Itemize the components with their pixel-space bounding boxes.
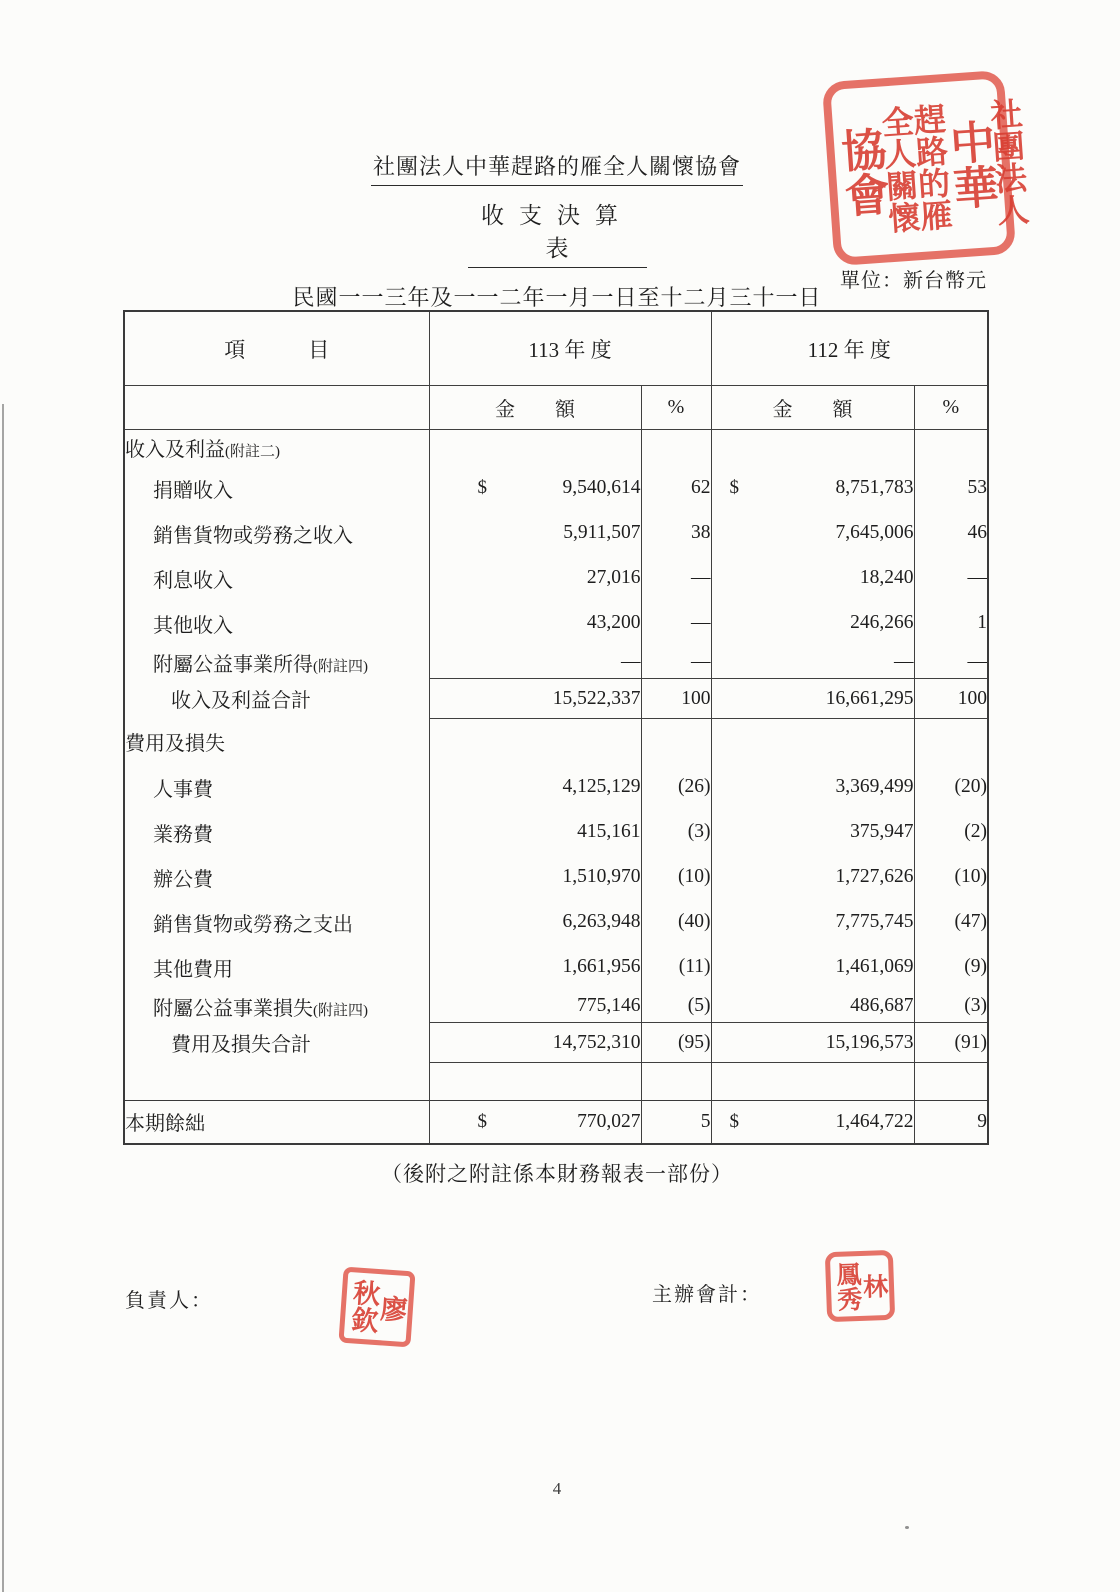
header-amount-112: 金 額 [711, 386, 914, 430]
percent-113 [641, 430, 711, 466]
amount-value: 1,661,956 [562, 956, 641, 977]
amount-value: 415,161 [577, 821, 641, 842]
table-row [124, 1101, 988, 1144]
header-percent-112: % [914, 386, 988, 430]
organization-seal-text [833, 84, 1031, 253]
amount-value: 775,146 [577, 994, 641, 1016]
amount-value: 18,240 [859, 567, 914, 588]
amount-value: 6,263,948 [562, 911, 641, 932]
amount-113 [429, 1023, 641, 1063]
currency-symbol: $ [729, 1110, 740, 1132]
row-label-cell [124, 765, 429, 810]
currency-symbol: $ [477, 1110, 487, 1132]
percent-113: 5 [641, 1101, 711, 1144]
header-item: 項 目 [124, 311, 429, 386]
row-label: 利息收入 [153, 569, 233, 592]
row-label: 人事費 [153, 778, 213, 801]
amount-value: 43,200 [586, 612, 641, 633]
currency-symbol: $ [477, 477, 487, 498]
row-label-cell [124, 601, 429, 646]
percent-112 [914, 1063, 988, 1101]
header-year-113: 113 年 度 [429, 311, 711, 386]
table-header [124, 311, 988, 430]
page-number: 4 [552, 1479, 562, 1498]
amount-112 [711, 466, 914, 511]
amount-value: 1,510,970 [562, 866, 641, 887]
amount-value: 15,196,573 [825, 1031, 914, 1053]
table-row [124, 466, 988, 511]
row-label-cell [124, 1063, 429, 1101]
amount-113 [429, 511, 641, 556]
amount-value: 486,687 [850, 994, 914, 1016]
percent-112: — [914, 556, 988, 601]
table-header-row-years [124, 311, 988, 386]
amount-112 [711, 855, 914, 900]
amount-113 [429, 679, 641, 719]
table-row [124, 990, 988, 1023]
row-label-cell [124, 900, 429, 945]
percent-113: (40) [641, 900, 711, 945]
amount-value: — [894, 650, 914, 672]
percent-113: 62 [641, 466, 711, 511]
row-note: (附註四) [313, 658, 368, 675]
percent-113: — [641, 556, 711, 601]
amount-112 [711, 1063, 914, 1101]
amount-113 [429, 430, 641, 466]
amount-113 [429, 1101, 641, 1144]
table-row [124, 679, 988, 719]
table-row [124, 945, 988, 990]
row-label-cell [124, 990, 429, 1023]
header-item-blank [124, 386, 429, 430]
row-label: 銷售貨物或勞務之收入 [153, 524, 353, 547]
percent-113: — [641, 646, 711, 679]
accountant-label: 主辦會計： [652, 1284, 762, 1306]
amount-value: 16,661,295 [825, 687, 914, 709]
row-label: 捐贈收入 [153, 479, 233, 502]
percent-113: (95) [641, 1023, 711, 1063]
amount-112 [711, 430, 914, 466]
percent-112: (47) [914, 900, 988, 945]
row-label: 本期餘絀 [125, 1113, 205, 1136]
row-label-cell [124, 945, 429, 990]
table-header-row-columns [124, 386, 988, 430]
row-label-cell [124, 810, 429, 855]
table-row [124, 719, 988, 765]
row-label: 其他收入 [153, 614, 233, 637]
percent-112: 100 [914, 679, 988, 719]
principal-seal [338, 1267, 415, 1348]
row-label-cell [124, 511, 429, 556]
percent-112: (2) [914, 810, 988, 855]
accountant-seal [825, 1250, 895, 1322]
footnote: （後附之附註係本財務報表一部份） [381, 1162, 733, 1186]
seal-text-column: 全人關懷 [876, 104, 922, 235]
scan-speck-artifact [905, 1526, 909, 1529]
amount-112 [711, 765, 914, 810]
organization-name: 社團法人中華趕路的雁全人關懷協會 [0, 150, 1114, 186]
amount-113 [429, 990, 641, 1023]
scan-edge-artifact [2, 404, 4, 1592]
percent-113: (26) [641, 765, 711, 810]
organization-seal [822, 70, 1031, 266]
row-label: 費用及損失合計 [171, 1034, 311, 1056]
amount-113 [429, 646, 641, 679]
principal-seal-text [346, 1274, 408, 1340]
currency-symbol: $ [729, 477, 740, 498]
header-year-112: 112 年 度 [711, 311, 988, 386]
amount-value: — [621, 650, 641, 672]
amount-value: 1,464,722 [835, 1110, 914, 1132]
amount-value: 4,125,129 [562, 776, 641, 797]
amount-value: 246,266 [850, 612, 914, 633]
amount-112 [711, 945, 914, 990]
header-percent-113: % [641, 386, 711, 430]
table-body [124, 430, 988, 1144]
amount-112 [711, 1023, 914, 1063]
amount-value: 770,027 [577, 1110, 641, 1132]
amount-value: 3,369,499 [835, 776, 914, 797]
amount-113 [429, 765, 641, 810]
accountant-seal-text [832, 1257, 888, 1315]
percent-113: (3) [641, 810, 711, 855]
row-label: 業務費 [153, 823, 213, 846]
percent-113: 100 [641, 679, 711, 719]
row-label: 附屬公益事業損失 [153, 997, 313, 1020]
table-row [124, 511, 988, 556]
row-note: (附註二) [225, 444, 280, 461]
amount-113 [429, 1063, 641, 1101]
table-row [124, 646, 988, 679]
row-note: (附註四) [313, 1002, 368, 1019]
percent-113: 38 [641, 511, 711, 556]
percent-113: (11) [641, 945, 711, 990]
seal-text-column: 林 [859, 1272, 888, 1299]
row-label-cell [124, 1101, 429, 1144]
percent-113 [641, 1063, 711, 1101]
header-amount-113: 金 額 [429, 386, 641, 430]
amount-112 [711, 719, 914, 765]
row-label-cell [124, 466, 429, 511]
row-label: 費用及損失 [125, 733, 225, 755]
amount-value: 27,016 [586, 567, 641, 588]
amount-113 [429, 466, 641, 511]
amount-113 [429, 601, 641, 646]
income-expense-table [123, 310, 989, 1145]
row-label-cell [124, 556, 429, 601]
table-row [124, 556, 988, 601]
amount-value: 15,522,337 [552, 687, 641, 709]
percent-112 [914, 719, 988, 765]
amount-113 [429, 900, 641, 945]
percent-112: (10) [914, 855, 988, 900]
amount-value: 8,751,783 [835, 477, 914, 498]
amount-value: 5,911,507 [563, 522, 641, 543]
amount-113 [429, 855, 641, 900]
amount-value: 1,727,626 [835, 866, 914, 887]
percent-113: (10) [641, 855, 711, 900]
row-label: 辦公費 [153, 868, 213, 891]
percent-112: (91) [914, 1023, 988, 1063]
row-label: 銷售貨物或勞務之支出 [153, 913, 353, 936]
document-title: 收支決算表 [0, 197, 1114, 268]
percent-113: — [641, 601, 711, 646]
row-label: 收入及利益合計 [171, 690, 311, 712]
currency-unit-label: 單位：新台幣元 [840, 270, 987, 292]
amount-value: 7,645,006 [835, 522, 914, 543]
row-label-cell [124, 679, 429, 719]
row-label-cell [124, 1023, 429, 1063]
seal-text-column: 協會 [833, 125, 890, 219]
amount-112 [711, 511, 914, 556]
principal-label: 負責人： [125, 1290, 213, 1312]
amount-value: 375,947 [850, 821, 914, 842]
percent-112: (20) [914, 765, 988, 810]
seal-text-column: 社團法人 [985, 96, 1031, 227]
amount-112 [711, 900, 914, 945]
amount-112 [711, 810, 914, 855]
row-label-cell [124, 646, 429, 679]
row-label-cell [124, 430, 429, 466]
amount-112 [711, 1101, 914, 1144]
amount-113 [429, 945, 641, 990]
amount-112 [711, 556, 914, 601]
percent-112: 53 [914, 466, 988, 511]
row-label-cell [124, 855, 429, 900]
percent-112: 9 [914, 1101, 988, 1144]
amount-112 [711, 646, 914, 679]
table-row [124, 430, 988, 466]
table-row [124, 900, 988, 945]
amount-112 [711, 679, 914, 719]
percent-112: (3) [914, 990, 988, 1023]
amount-113 [429, 556, 641, 601]
seal-text-column: 趕路的雁 [908, 102, 954, 233]
percent-112: — [914, 646, 988, 679]
percent-112: (9) [914, 945, 988, 990]
row-label: 收入及利益 [125, 439, 225, 462]
amount-value: 14,752,310 [552, 1031, 641, 1053]
row-label-cell [124, 719, 429, 765]
percent-113 [641, 719, 711, 765]
amount-113 [429, 810, 641, 855]
percent-113: (5) [641, 990, 711, 1023]
percent-112: 46 [914, 511, 988, 556]
amount-112 [711, 990, 914, 1023]
percent-112 [914, 430, 988, 466]
amount-112 [711, 601, 914, 646]
seal-text-column: 廖 [375, 1293, 408, 1323]
amount-value: 7,775,745 [835, 911, 914, 932]
table-row [124, 765, 988, 810]
amount-value: 1,461,069 [835, 956, 914, 977]
table-row [124, 810, 988, 855]
table-row [124, 1063, 988, 1101]
seal-text-column: 秋欽 [346, 1278, 381, 1335]
table-row [124, 855, 988, 900]
amount-value: 9,540,614 [562, 477, 641, 498]
table-row [124, 601, 988, 646]
reporting-period: 民國一一三年及一一二年一月一日至十二月三十一日 [292, 285, 822, 310]
seal-text-column: 中華 [941, 117, 998, 212]
table-row [124, 1023, 988, 1063]
seal-text-column: 鳳秀 [832, 1261, 862, 1312]
row-label: 其他費用 [153, 958, 233, 981]
row-label: 附屬公益事業所得 [153, 653, 313, 676]
percent-112: 1 [914, 601, 988, 646]
amount-113 [429, 719, 641, 765]
